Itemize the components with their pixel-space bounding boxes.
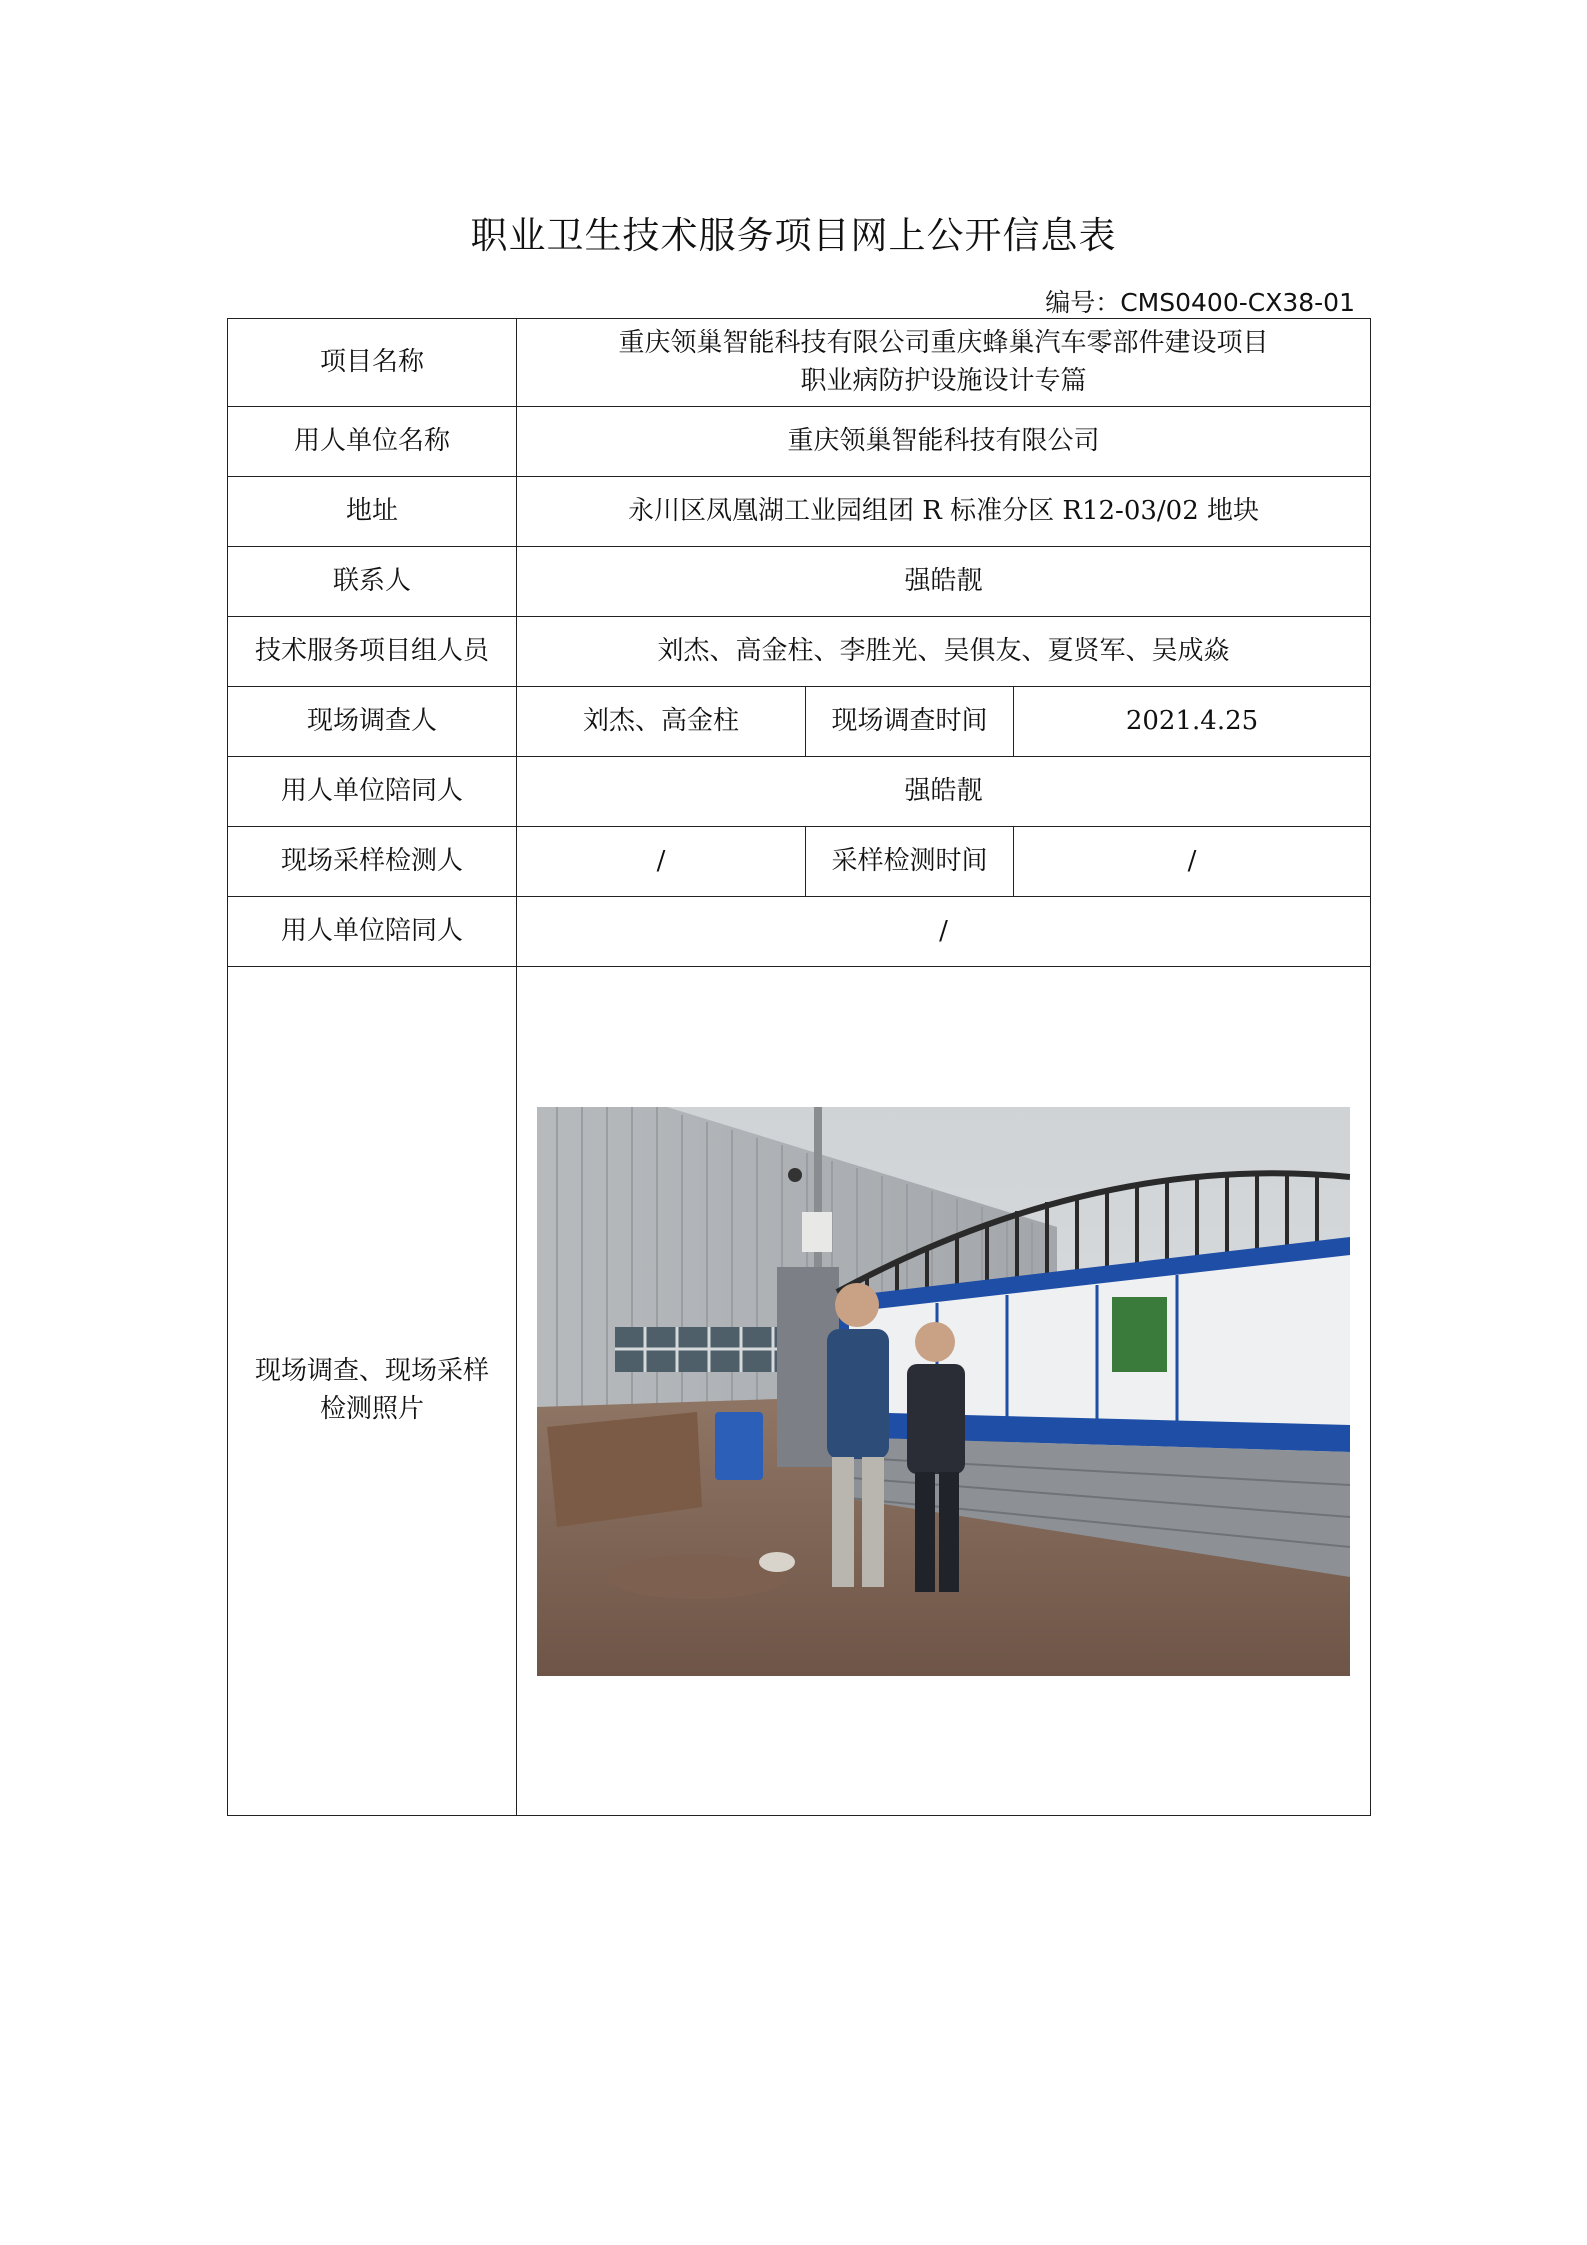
- escort2-label: 用人单位陪同人: [228, 897, 517, 967]
- escort1-value: 强皓靓: [517, 757, 1371, 827]
- row-team: [228, 617, 1371, 687]
- sampling-time-label: 采样检测时间: [806, 827, 1014, 897]
- row-escort-1: [228, 757, 1371, 827]
- survey-time-value: 2021.4.25: [1014, 687, 1371, 757]
- row-sampling: [228, 827, 1371, 897]
- photo-label: [228, 967, 517, 1816]
- site-photo: [537, 1107, 1350, 1676]
- photo-cell: [517, 967, 1371, 1816]
- escort1-label: 用人单位陪同人: [228, 757, 517, 827]
- sampling-person-label: 现场采样检测人: [228, 827, 517, 897]
- project-name-line2: 职业病防护设施设计专篇: [800, 365, 1087, 396]
- project-name-value: [517, 319, 1371, 407]
- photo-label-line2: 检测照片: [319, 1394, 424, 1424]
- row-contact: [228, 547, 1371, 617]
- survey-time-label: 现场调查时间: [806, 687, 1014, 757]
- row-employer: [228, 407, 1371, 477]
- team-value: 刘杰、高金柱、李胜光、吴俱友、夏贤军、吴成焱: [517, 617, 1371, 687]
- project-name-line1: 重庆领巢智能科技有限公司重庆蜂巢汽车零部件建设项目: [618, 327, 1269, 358]
- row-survey: [228, 687, 1371, 757]
- employer-label: 用人单位名称: [228, 407, 517, 477]
- row-address: [228, 477, 1371, 547]
- address-label: 地址: [228, 477, 517, 547]
- document-number: 编号：CMS0400-CX38-01: [1045, 288, 1355, 317]
- address-value: 永川区凤凰湖工业园组团 R 标准分区 R12-03/02 地块: [517, 477, 1371, 547]
- survey-person-value: 刘杰、高金柱: [517, 687, 806, 757]
- security-camera: [788, 1168, 802, 1182]
- debris-bag: [759, 1552, 795, 1572]
- info-table: [227, 318, 1371, 1816]
- sampling-time-value: /: [1014, 827, 1371, 897]
- project-name-label: 项目名称: [228, 319, 517, 407]
- row-photo: [228, 967, 1371, 1816]
- sampling-person-value: /: [517, 827, 806, 897]
- row-project-name: [228, 319, 1371, 407]
- row-escort-2: [228, 897, 1371, 967]
- garbage-bin: [715, 1412, 763, 1480]
- site-map-image: [1112, 1297, 1167, 1372]
- photo-label-line1: 现场调查、现场采样: [254, 1356, 489, 1387]
- contact-value: 强皓靓: [517, 547, 1371, 617]
- contact-label: 联系人: [228, 547, 517, 617]
- document-title: 职业卫生技术服务项目网上公开信息表: [470, 214, 1117, 257]
- team-label: 技术服务项目组人员: [228, 617, 517, 687]
- escort2-value: /: [517, 897, 1371, 967]
- electrical-box: [802, 1212, 832, 1252]
- survey-person-label: 现场调查人: [228, 687, 517, 757]
- employer-value: 重庆领巢智能科技有限公司: [517, 407, 1371, 477]
- excavator-bucket: [547, 1412, 702, 1527]
